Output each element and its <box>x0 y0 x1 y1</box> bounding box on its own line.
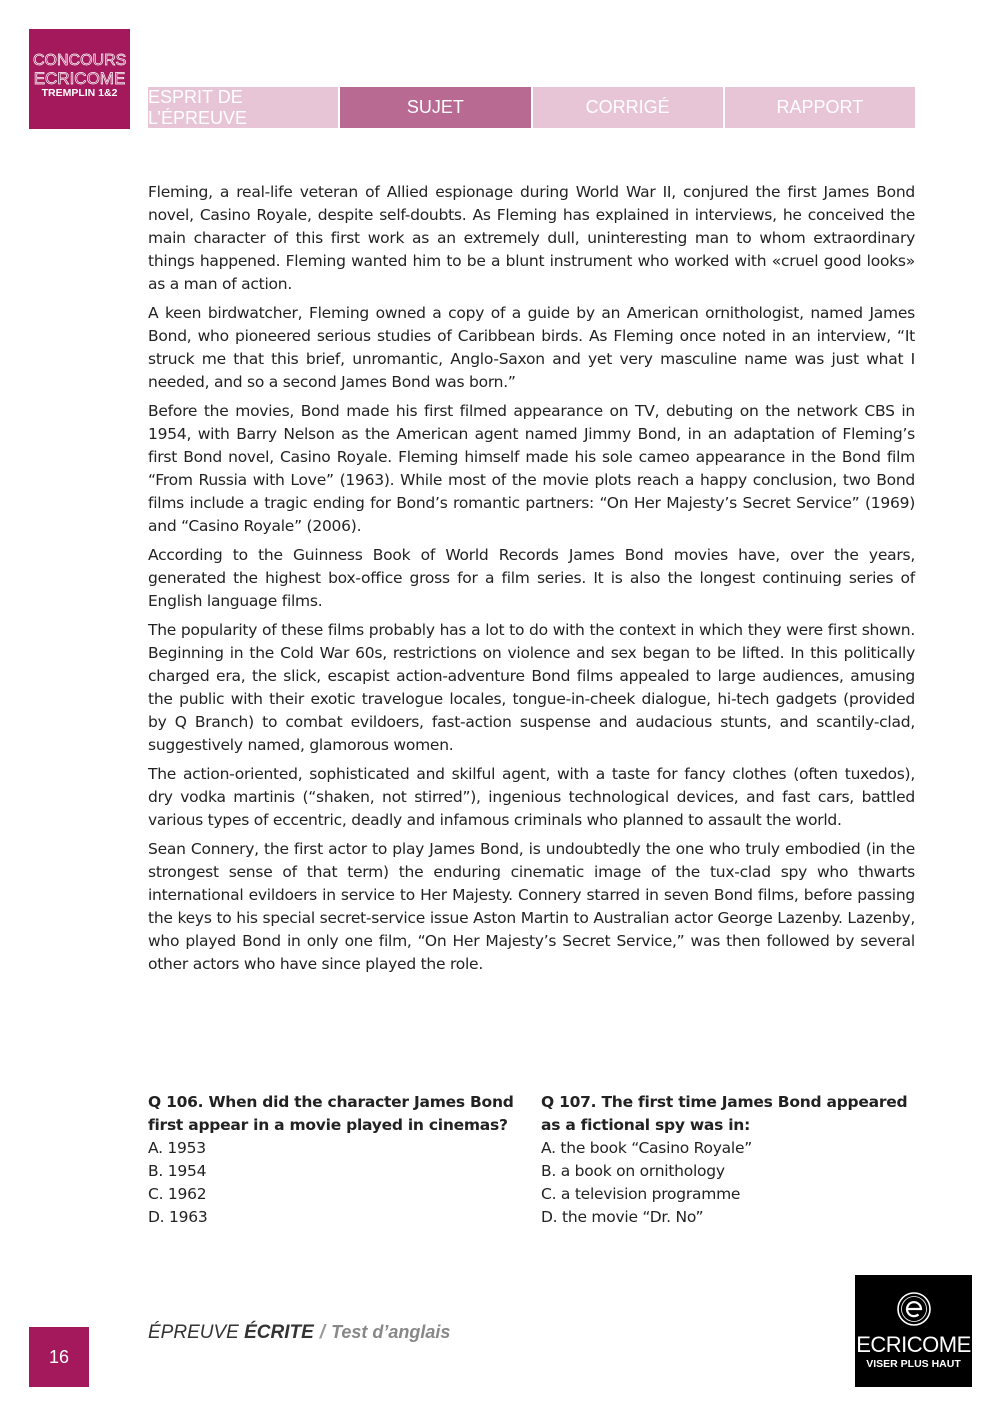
footer-title-bold: ÉCRITE <box>244 1322 314 1343</box>
tab-sujet[interactable]: SUJET <box>340 87 530 128</box>
question-106 <box>148 1091 522 1229</box>
article-paragraph: The popularity of these films probably has a lot to do with the context in which they were first shown. Beginning in the Cold War 60s, restrictions on violence and sex began to be lifted. In this politically charged era, the slick, escapist action-adventure Bond films appealed to large audiences, amusing the public with their exotic travelogue locales, tongue-in-cheek dialogue, hi-tech gadgets (provided by Q Branch) to combat evildoers, fast-action suspense and audacious stunts, and scantily-clad, suggestively named, glamorous women. <box>148 621 915 754</box>
footer-title-regular: ÉPREUVE <box>148 1322 245 1343</box>
brand-tagline: VISER PLUS HAUT <box>866 1358 961 1370</box>
tab-corrige[interactable]: CORRIGÉ <box>533 87 723 128</box>
answer-option: C. a television programme <box>541 1185 741 1203</box>
article-text <box>148 181 915 982</box>
logo-line-tremplin: TREMPLIN 1&2 <box>41 87 118 99</box>
footer-subtitle: Test d’anglais <box>331 1322 451 1342</box>
question-title: Q 107. The first time James Bond appeared as a fictional spy was in: <box>541 1093 908 1134</box>
footer-separator: / <box>319 1322 326 1343</box>
brand-name: ECRICOME <box>856 1332 971 1357</box>
section-tabs <box>148 87 915 128</box>
answer-option: B. a book on ornithology <box>541 1162 725 1180</box>
answer-option: A. 1953 <box>148 1139 206 1157</box>
article-paragraph: Fleming, a real-life veteran of Allied espionage during World War II, conjured the first James Bond novel, Casino Royale, despite self-doubts. As Fleming has explained in interviews, he conceived the main character of this first work as an extremely dull, uninteresting man to whom extraordinary things happened. Fleming wanted him to be a blunt instrument who worked with «cruel good looks» as a man of action. <box>148 183 915 293</box>
answer-option: D. 1963 <box>148 1208 208 1226</box>
footer-title <box>148 1322 450 1344</box>
question-107 <box>541 1091 915 1229</box>
logo-line-concours: CONCOURS <box>33 52 127 69</box>
article-paragraph: Before the movies, Bond made his first filmed appearance on TV, debuting on the network CBS in 1954, with Barry Nelson as the American agent named Jimmy Bond, in an adaptation of Fleming’s first Bond novel, Casino Royale. Fleming himself made his sole cameo appearance in the Bond film “From Russia with Love” (1963). While most of the movie plots reach a happy conclusion, two Bond films include a tragic ending for Bond’s romantic partners: “On Her Majesty’s Secret Service” (1969) and “Casino Royale” (2006). <box>148 402 915 535</box>
question-title: Q 106. When did the character James Bond first appear in a movie played in cinemas? <box>148 1093 514 1134</box>
answer-option: A. the book “Casino Royale” <box>541 1139 753 1157</box>
tab-esprit-epreuve[interactable]: ESPRIT DE L’ÉPREUVE <box>148 87 338 128</box>
article-paragraph: The action-oriented, sophisticated and skilful agent, with a taste for fancy clothes (often tuxedos), dry vodka martinis (“shaken, not stirred”), ingenious technological devices, and fast cars, battled various types of eccentric, deadly and infamous criminals who planned to assault the world. <box>148 765 915 829</box>
article-paragraph: Sean Connery, the first actor to play James Bond, is undoubtedly the one who truly embodied (in the strongest sense of that term) the enduring cinematic image of the tux-clad spy who thwarts international evildoers in service to Her Majesty. Connery starred in seven Bond films, before passing the keys to his special secret-service issue Aston Martin to Australian actor George Lazenby. Lazenby, who played Bond in only one film, “On Her Majesty’s Secret Service,” was then followed by several other actors who have since played the role. <box>148 840 915 973</box>
concours-logo <box>29 29 130 129</box>
answer-option: B. 1954 <box>148 1162 207 1180</box>
article-paragraph: According to the Guinness Book of World Records James Bond movies have, over the years, generated the highest box-office gross for a film series. It is also the longest continuing series of English language films. <box>148 546 915 610</box>
tab-rapport[interactable]: RAPPORT <box>725 87 915 128</box>
questions <box>148 1091 915 1229</box>
page-number: 16 <box>29 1327 89 1387</box>
article-paragraph: A keen birdwatcher, Fleming owned a copy of a guide by an American ornithologist, named James Bond, who pioneered serious studies of Caribbean birds. As Fleming once noted in an interview, “It struck me that this brief, unromantic, Anglo-Saxon and yet very masculine name was just what I needed, and so a second James Bond was born.” <box>148 304 915 391</box>
answer-option: C. 1962 <box>148 1185 207 1203</box>
ecricome-e-icon <box>855 1291 972 1332</box>
ecricome-brand-logo <box>855 1275 972 1387</box>
logo-line-ecricome: ECRICOME <box>33 69 126 88</box>
answer-option: D. the movie “Dr. No” <box>541 1208 704 1226</box>
